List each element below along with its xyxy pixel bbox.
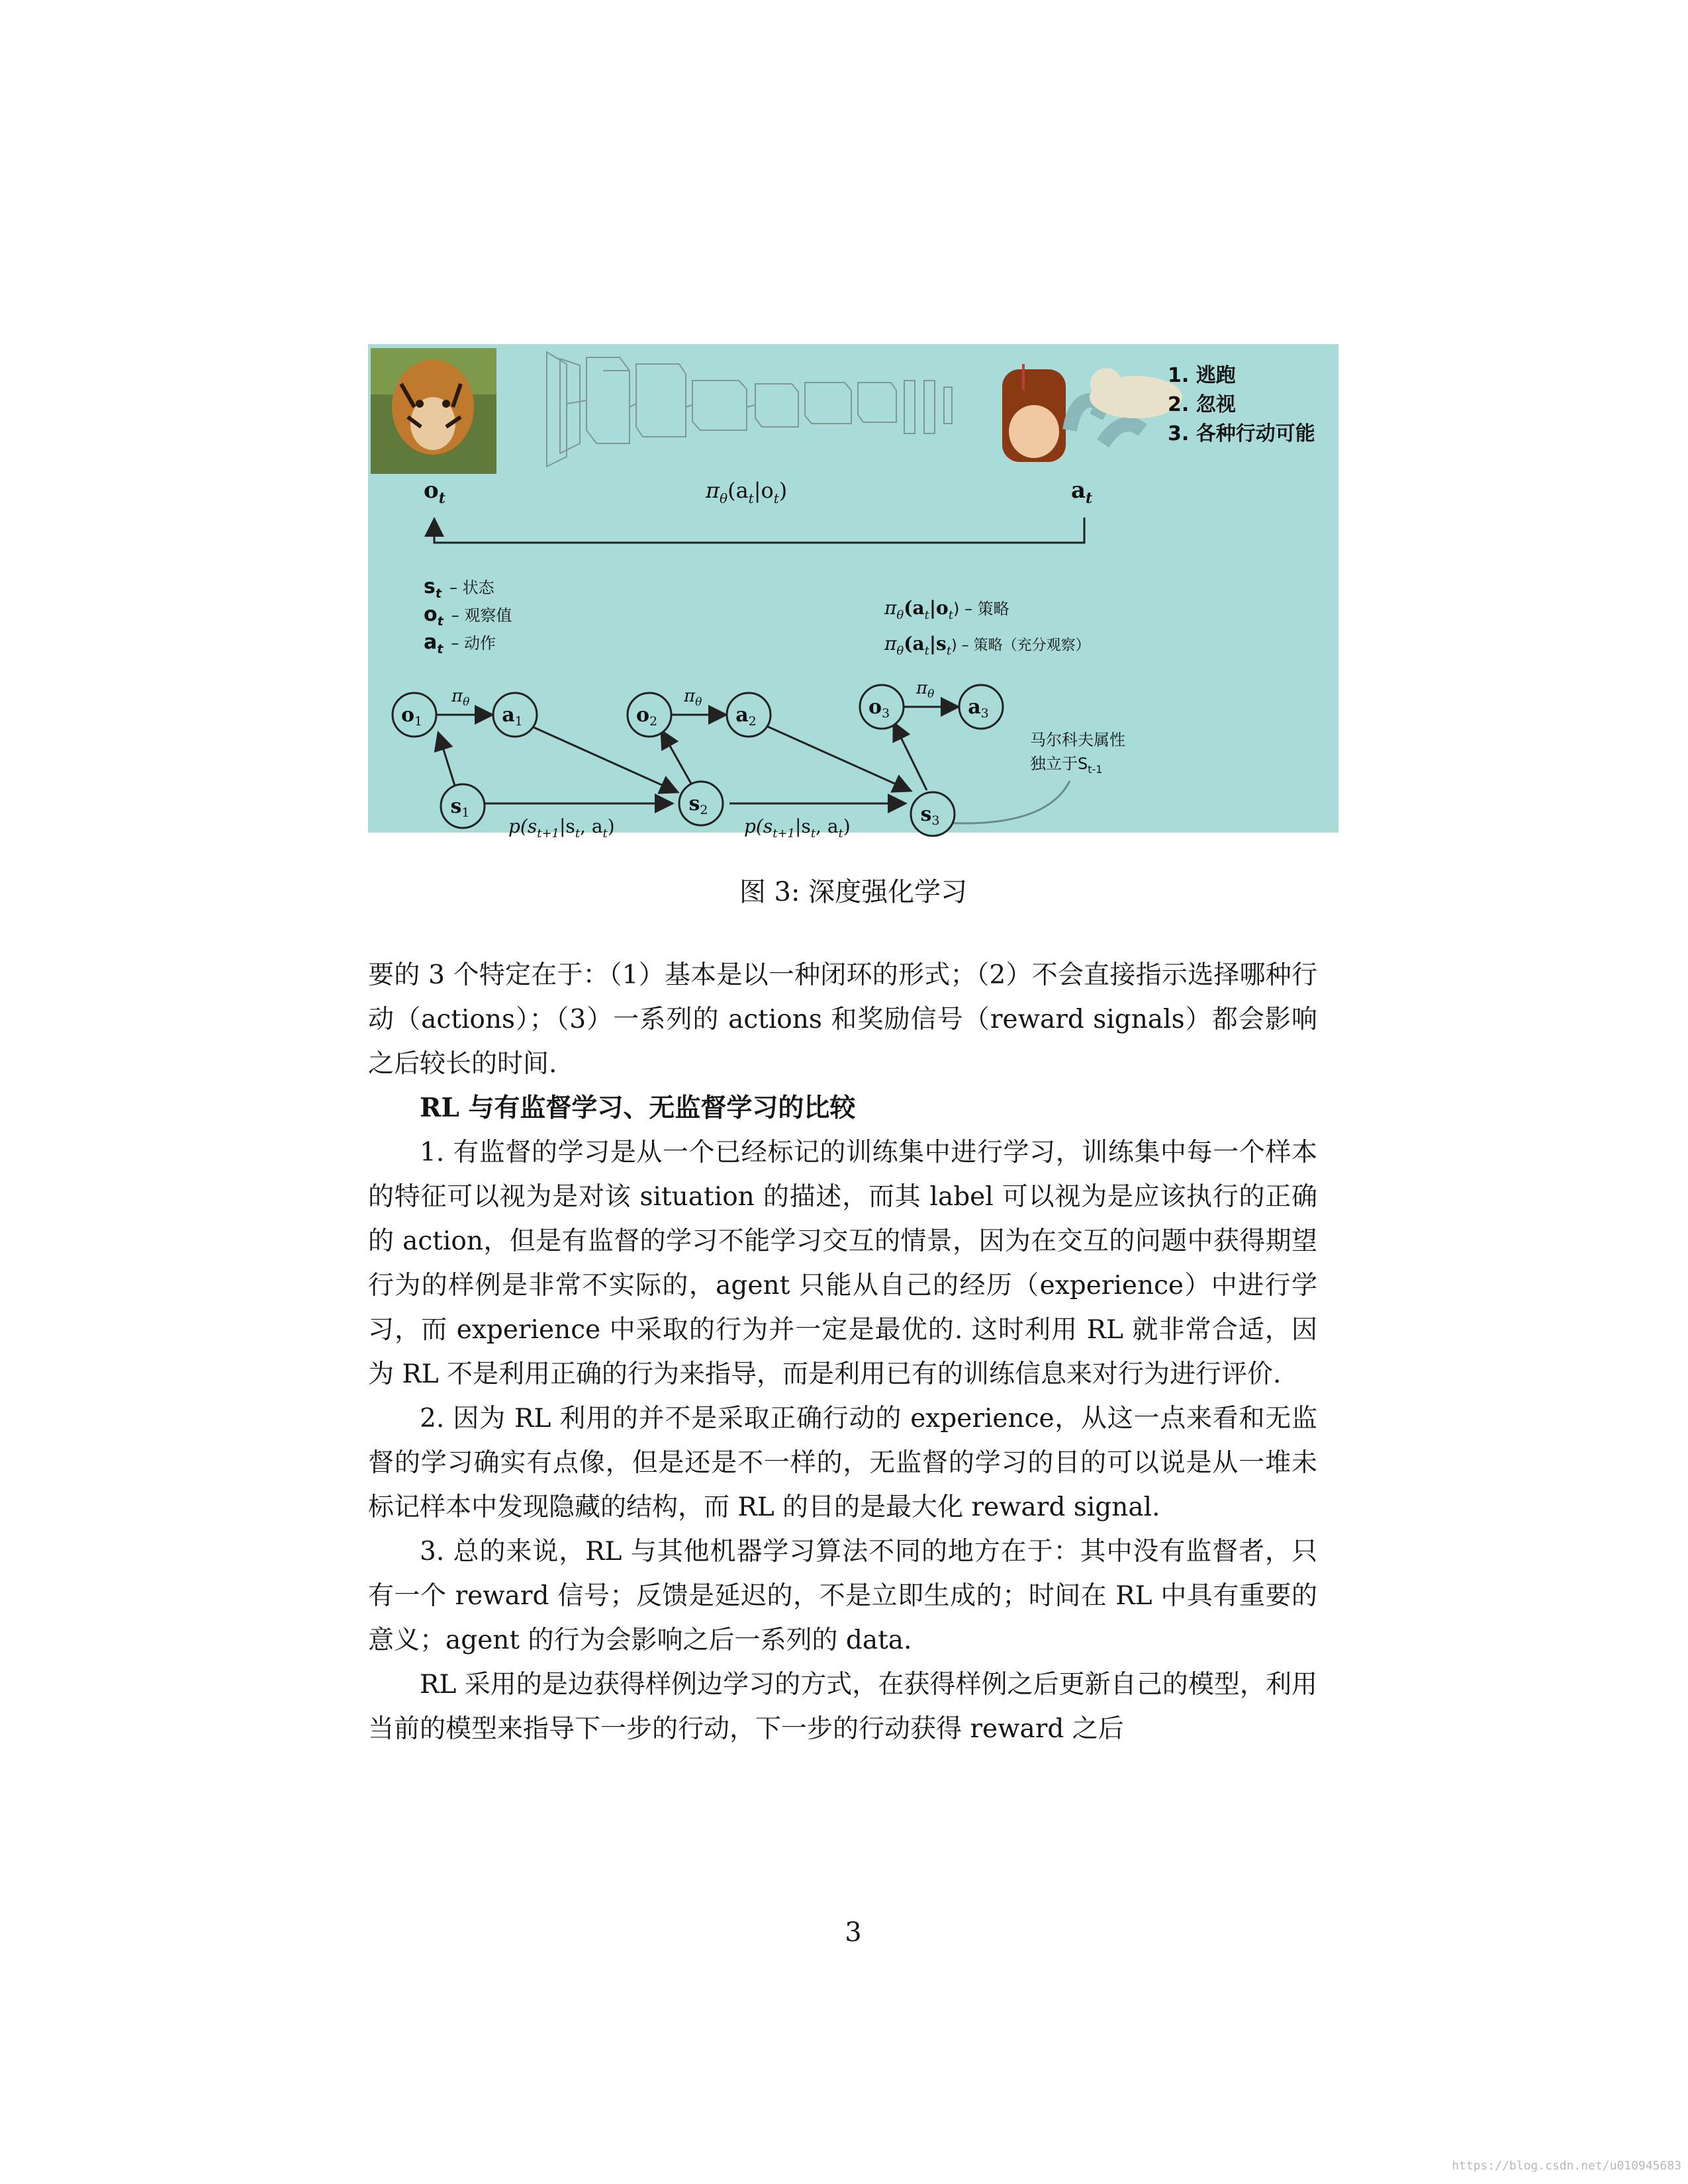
transition-labels xyxy=(508,815,851,841)
action-label: $a_t$ xyxy=(1071,477,1093,507)
node-o1-label: $o_1$ xyxy=(400,704,423,729)
node-s1-label: $s_1$ xyxy=(450,795,470,820)
figure-deep-rl xyxy=(368,344,1338,841)
figure-diagram xyxy=(368,344,1338,841)
legend-s: $s_t$ $^{- 状态}$ xyxy=(424,575,494,601)
feedback-loop-arrow xyxy=(434,518,1084,543)
policy-formula-top: $\pi_\theta(a_t|o_t)$ xyxy=(706,478,788,506)
node-a2-label: $a_2$ xyxy=(735,704,757,729)
option-1: 1. 逃跑 xyxy=(1168,364,1236,387)
tiger-photo xyxy=(371,348,496,474)
legend-policy-obs: $\pi_\theta(a_t|o_t)$ – 策略 xyxy=(884,597,1009,622)
node-s2-label: $s_2$ xyxy=(688,792,708,817)
node-o3-label: $o_3$ xyxy=(868,696,890,721)
edge-pi-2: $\pi_\theta$ xyxy=(684,686,702,709)
transition-1: $p(s_{t+1}|s_t$, $a_t$) xyxy=(508,815,615,841)
paragraph-5: RL 采用的是边获得样例边学习的方式，在获得样例之后更新自己的模型，利用当前的模型来指导下一步的行动，下一步的行动获得 reward 之后 xyxy=(368,1670,1317,1744)
body-text xyxy=(368,953,1317,1751)
legend-left xyxy=(424,575,512,657)
node-a1-label: $a_1$ xyxy=(502,704,523,729)
option-2: 2. 忽视 xyxy=(1168,393,1236,416)
agent-illustration xyxy=(1002,364,1182,462)
node-a3-label: $a_3$ xyxy=(968,696,989,721)
edge-pi-1: $\pi_\theta$ xyxy=(451,686,470,709)
paragraph-2: 1. 有监督的学习是从一个已经标记的训练集中进行学习，训练集中每一个样本的特征可以视为是对该 situation 的描述，而其 label 可以视为是应该执行的正确的 action，但是有监督的学习不能学习交互的情景，因为在交互的问题中获得期望行为的样例是非常不实际的，agent 只能从自己的经历（experience）中进行学习，而 experience 中采取的行为并一定是最优的. 这时利用 RL 就非常合适，因为 RL 不是利用正确的行为来指导，而是利用已有的训练信息来对行为进行评价. xyxy=(368,1138,1317,1389)
page-number: 3 xyxy=(845,1917,862,1948)
cnn-architecture xyxy=(547,352,952,467)
paragraph-4: 3. 总的来说，RL 与其他机器学习算法不同的地方在于：其中没有监督者，只有一个 reward 信号；反馈是延迟的，不是立即生成的；时间在 RL 中具有重要的意义；agent 的行为会影响之后一系列的 data. xyxy=(368,1537,1317,1655)
markov-note-1: 马尔科夫属性 xyxy=(1030,731,1125,749)
transition-2: $p(s_{t+1}|s_t$, $a_t$) xyxy=(744,815,851,841)
legend-right xyxy=(884,597,1090,658)
legend-a: $a_t$ $^{- 动作}$ xyxy=(424,631,496,657)
obs-label: $o_t$ xyxy=(424,477,445,507)
legend-policy-state: $\pi_\theta(a_t|s_t^{) - 策略(充分观察)}$ xyxy=(884,633,1090,658)
markov-note-2: 独立于$S_{t-1}$ xyxy=(1030,754,1103,776)
node-o2-label: $o_2$ xyxy=(635,704,658,729)
paragraph-3: 2. 因为 RL 利用的并不是采取正确行动的 experience，从这一点来看和无监督的学习确实有点像，但是还是不一样的，无监督的学习的目的可以说是从一堆未标记样本中发现隐藏的结构，而 RL 的目的是最大化 reward signal. xyxy=(368,1404,1317,1522)
watermark: https://blog.csdn.net/u010945683 xyxy=(1452,2159,1681,2173)
section-heading: RL 与有监督学习、无监督学习的比较 xyxy=(420,1093,856,1123)
paragraph-1: 要的 3 个特定在于：（1）基本是以一种闭环的形式；（2）不会直接指示选择哪种行动（actions）；（3）一系列的 actions 和奖励信号（reward signals）都会影响之后较长的时间. xyxy=(368,960,1317,1079)
node-s3-label: $s_3$ xyxy=(920,803,940,828)
option-3: 3. 各种行动可能 xyxy=(1168,422,1315,445)
edge-pi-3: $\pi_\theta$ xyxy=(916,678,935,701)
figure-caption: 图 3: 深度强化学习 xyxy=(739,877,968,907)
legend-o: $o_t$ $^{- 观察值}$ xyxy=(424,603,512,629)
